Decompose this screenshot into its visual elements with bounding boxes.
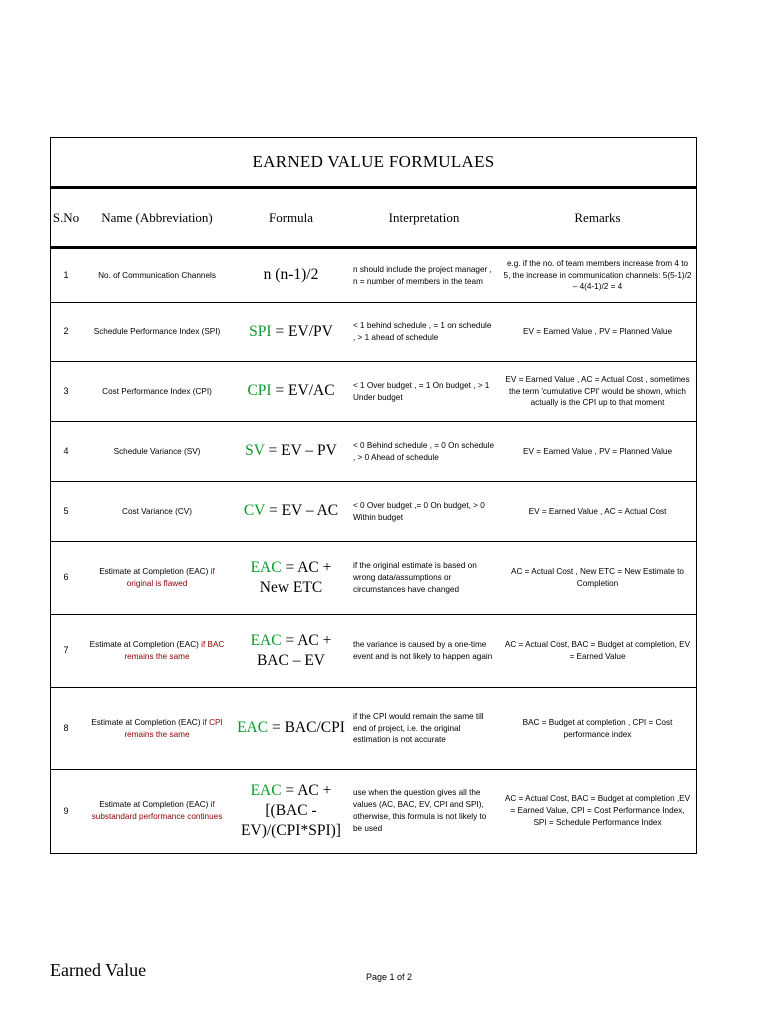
row-sno: 2 <box>51 303 81 362</box>
row-sno: 1 <box>51 248 81 303</box>
header-name: Name (Abbreviation) <box>81 189 233 248</box>
table-row <box>51 615 696 688</box>
formula-expression: = AC + [(BAC - EV)/(CPI*SPI)] <box>241 782 341 840</box>
row-formula <box>233 542 349 615</box>
formula-abbreviation: EAC <box>237 719 269 737</box>
header-sno: S.No <box>51 189 81 248</box>
row-name-condition: if CPI remains the same <box>124 717 223 739</box>
formula-expression: = BAC/CPI <box>268 719 345 737</box>
row-formula <box>233 362 349 422</box>
row-formula <box>233 770 349 853</box>
row-sno: 9 <box>63 805 69 816</box>
header-interpretation: Interpretation <box>349 189 499 248</box>
row-name-text: Cost Variance (CV) <box>122 506 192 516</box>
row-interpretation: if the original estimate is based on wrong data/assumptions or circumstances have changed <box>349 542 499 615</box>
row-name-text: Schedule Variance (SV) <box>113 446 201 456</box>
row-name-text: Estimate at Completion (EAC) <box>89 640 202 650</box>
row-remarks: BAC = Budget at completion , CPI = Cost performance index <box>499 688 696 770</box>
row-remarks: AC = Actual Cost , New ETC = New Estimate to Completion <box>499 542 696 615</box>
row-remarks: AC = Actual Cost, BAC = Budget at completion, EV = Earned Value <box>499 615 696 688</box>
table-header-row <box>51 189 696 248</box>
formula-abbreviation: EAC <box>250 558 282 576</box>
row-name-text: Estimate at Completion (EAC) <box>99 567 211 577</box>
row-name-text: Estimate at Completion (EAC) <box>91 717 203 727</box>
row-name <box>81 482 233 542</box>
row-remarks: e.g. if the no. of team members increase from 4 to 5, the increase in communication channels: 5(5-1)/2 – 4(4-1)/2 = 4 <box>499 248 696 303</box>
row-formula <box>233 688 349 770</box>
row-interpretation: < 1 behind schedule , = 1 on schedule , > 1 ahead of schedule <box>349 303 499 362</box>
row-name <box>81 542 233 615</box>
row-sno: 7 <box>51 615 81 688</box>
row-interpretation: use when the question gives all the values (AC, BAC, EV, CPI and SPI), otherwise, this formula is not likely to be used <box>353 788 487 834</box>
formula-expression: = EV/PV <box>271 322 333 340</box>
table-row <box>51 303 696 362</box>
row-name-condition: if BAC remains the same <box>124 640 225 661</box>
formula-expression: n (n-1)/2 <box>263 266 319 284</box>
table-body <box>51 248 696 853</box>
row-formula <box>233 248 349 303</box>
row-name <box>81 362 233 422</box>
row-sno: 8 <box>51 688 81 770</box>
row-name <box>81 248 233 303</box>
formula-expression: = AC + BAC – EV <box>256 631 332 669</box>
formula-expression: = EV – AC <box>265 502 339 520</box>
formula-abbreviation: SV <box>245 442 265 460</box>
row-name-text: Cost Performance Index (CPI) <box>102 386 212 396</box>
row-interpretation: the variance is caused by a one-time event and is not likely to happen again <box>349 615 499 688</box>
row-name-condition: if original is flawed <box>126 567 215 588</box>
row-name <box>81 688 233 770</box>
row-formula <box>233 615 349 688</box>
row-formula <box>233 482 349 542</box>
formula-abbreviation: EAC <box>250 631 282 649</box>
table-row <box>51 482 696 542</box>
formula-expression: = EV/AC <box>271 382 335 400</box>
row-interpretation: < 0 Behind schedule , = 0 On schedule , > 0 Ahead of schedule <box>349 422 499 482</box>
row-sno: 4 <box>51 422 81 482</box>
row-name-text: Schedule Performance Index (SPI) <box>93 327 221 337</box>
row-interpretation: < 0 Over budget ,= 0 On budget, > 0 Within budget <box>349 482 499 542</box>
formula-table <box>51 189 696 853</box>
sheet-title: EARNED VALUE FORMULAES <box>51 138 696 189</box>
footer-title: Earned Value <box>50 960 147 980</box>
formula-abbreviation: CPI <box>247 382 272 400</box>
table-row <box>51 770 696 853</box>
header-formula: Formula <box>233 189 349 248</box>
row-sno: 5 <box>51 482 81 542</box>
row-sno: 3 <box>51 362 81 422</box>
table-row <box>51 542 696 615</box>
table-row <box>51 248 696 303</box>
page-number: Page 1 of 2 <box>366 972 413 982</box>
row-remarks: EV = Earned Value , AC = Actual Cost , sometimes the term 'cumulative CPI' would be shown, which actually is the CPI up to that moment <box>499 362 696 422</box>
formula-abbreviation: CV <box>243 502 266 520</box>
row-remarks: EV = Earned Value , PV = Planned Value <box>499 422 696 482</box>
row-name <box>81 770 233 853</box>
row-remarks: AC = Actual Cost, BAC = Budget at completion ,EV = Earned Value, CPI = Cost Performance Index, SPI = Schedule Performance Index <box>504 794 691 828</box>
formula-abbreviation: SPI <box>249 322 272 340</box>
row-formula <box>233 422 349 482</box>
formula-expression: = AC + New ETC <box>259 558 332 596</box>
row-interpretation: n should include the project manager , n = number of members in the team <box>349 248 499 303</box>
row-name-condition: if substandard performance continues <box>91 800 223 822</box>
row-name <box>81 615 233 688</box>
formula-abbreviation: EAC <box>250 782 282 800</box>
table-row <box>51 688 696 770</box>
header-remarks: Remarks <box>499 189 696 248</box>
row-remarks: EV = Earned Value , PV = Planned Value <box>499 303 696 362</box>
formula-expression: = EV – PV <box>264 442 337 460</box>
formula-sheet <box>50 137 697 854</box>
row-name-text: No. of Communication Channels <box>98 270 216 280</box>
row-sno: 6 <box>51 542 81 615</box>
table-row <box>51 422 696 482</box>
row-interpretation: < 1 Over budget , = 1 On budget , > 1 Under budget <box>349 362 499 422</box>
table-row <box>51 362 696 422</box>
row-interpretation: if the CPI would remain the same till end of project, i.e. the original estimation is not accurate <box>349 688 499 770</box>
row-name <box>81 303 233 362</box>
row-name-text: Estimate at Completion (EAC) <box>99 800 211 810</box>
row-formula <box>233 303 349 362</box>
row-name <box>81 422 233 482</box>
row-remarks: EV = Earned Value , AC = Actual Cost <box>499 482 696 542</box>
